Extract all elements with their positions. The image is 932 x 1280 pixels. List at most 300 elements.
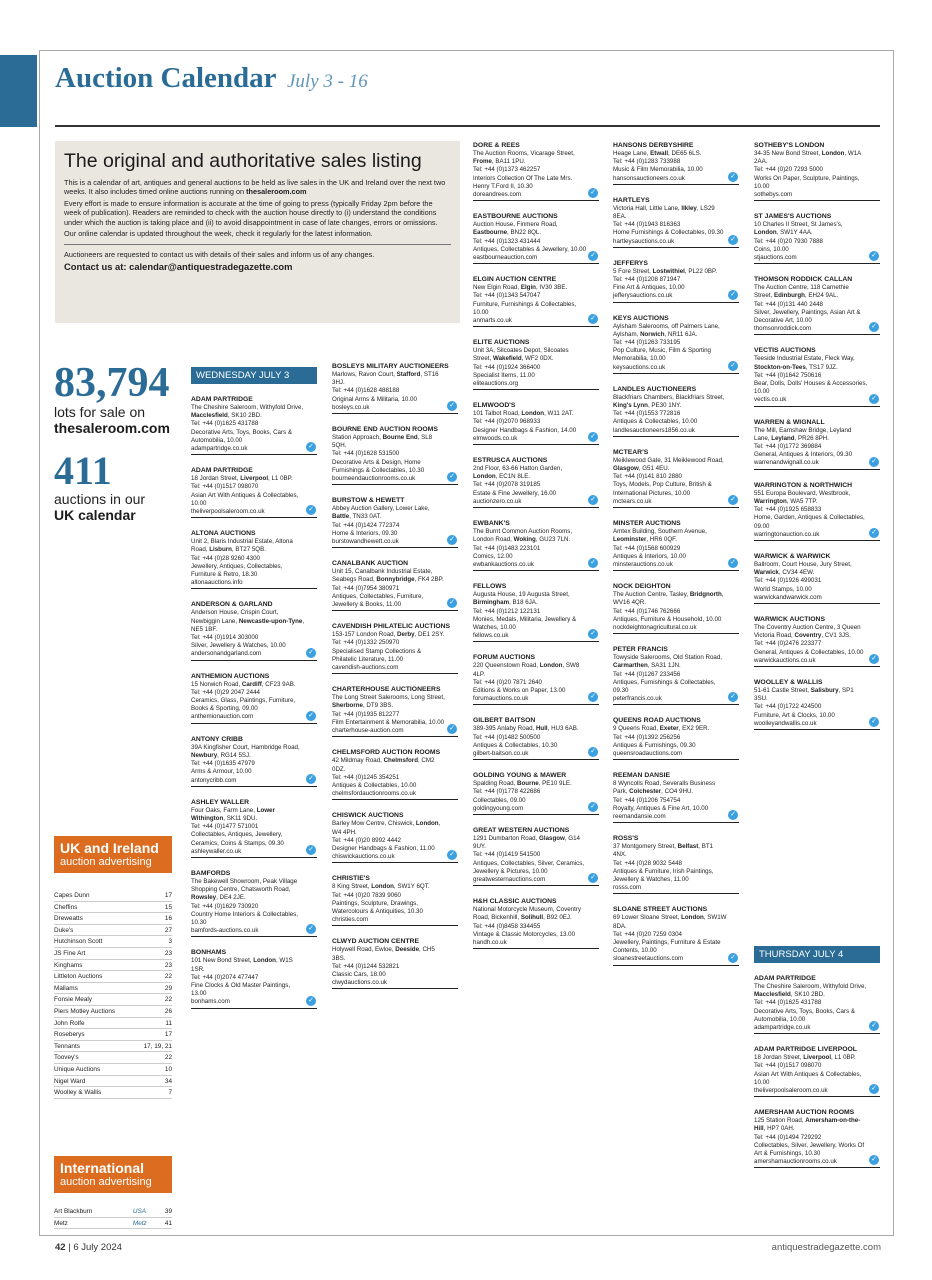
detail-text: Tel: +44 (0)8458 334455 [473, 922, 541, 930]
advertiser-page: 10 [164, 1065, 172, 1073]
detail-text: sothebys.com [754, 191, 793, 199]
auction-detail-line [754, 983, 868, 999]
auction-detail-line [191, 609, 305, 634]
detail-text: , RG14 5SJ. [217, 751, 251, 759]
auction-town: Chelmsford [383, 757, 418, 765]
auction-detail-line [191, 768, 305, 776]
auction-details [613, 394, 739, 435]
detail-text: goldingyoung.com [473, 804, 524, 812]
online-bidding-check-icon: ✓ [869, 717, 879, 727]
detail-text: Tel: +44 (0)1772 369884 [754, 443, 822, 451]
auction-website [473, 561, 587, 569]
advertiser-page: 23 [164, 961, 172, 969]
auction-website [613, 624, 727, 632]
auction-detail-line [613, 481, 727, 497]
auction-detail-line [473, 347, 587, 363]
auction-detail-line [754, 284, 868, 300]
detail-text: , CF23 9AB. [261, 680, 296, 688]
auction-website [754, 1158, 868, 1166]
advertiser-row [54, 971, 172, 983]
auction-website [613, 364, 727, 372]
auction-detail-line [613, 616, 727, 624]
auction-detail-line [613, 545, 727, 553]
auction-listing [473, 897, 599, 949]
auction-details [613, 725, 739, 758]
detail-text: Spalding Road, [473, 780, 518, 788]
detail-text: The Coventry Auction Centre, 3 Queen Victoria Road, [754, 623, 861, 640]
auction-detail-line [473, 175, 587, 191]
detail-text: fellows.co.uk [473, 632, 509, 640]
detail-text: auctionzero.co.uk [473, 497, 522, 505]
auction-detail-line [754, 301, 868, 309]
auction-detail-line [473, 364, 587, 372]
auction-details [473, 465, 599, 506]
detail-text: bosleys.co.uk [332, 403, 370, 411]
auction-detail-line [473, 725, 587, 733]
detail-text: Tel: +44 (0)1924 366400 [473, 363, 541, 371]
advertiser-name: Littleton Auctions [54, 973, 103, 981]
auction-website [473, 750, 587, 758]
auction-listing [613, 519, 739, 571]
online-bidding-check-icon: ✓ [869, 654, 879, 664]
auction-website [754, 191, 868, 199]
auction-website [332, 664, 446, 672]
auction-website [754, 657, 868, 665]
detail-text: 125 Station Road, [754, 1117, 806, 1125]
detail-text: Collectables, Silver, Jewellery, Works Of Art & Furnishings, 10.30 [754, 1141, 865, 1158]
auction-house-name: CHELMSFORD AUCTION ROOMS [332, 749, 441, 757]
auction-detail-line [613, 654, 727, 670]
auction-house-name: ADAM PARTRIDGE [191, 396, 253, 403]
detail-text: , CV1 3JS. [821, 632, 851, 640]
online-bidding-check-icon: ✓ [306, 442, 316, 452]
detail-text: bonhams.com [191, 998, 230, 1006]
auction-house-name: VECTIS AUCTIONS [754, 347, 816, 355]
auction-town: Lower Withington [191, 806, 275, 822]
auction-detail-line [613, 339, 727, 347]
auction-details [613, 150, 739, 183]
auction-detail-line [613, 229, 727, 237]
auction-detail-line [191, 807, 305, 823]
detail-text: , SA31 1JN. [647, 662, 681, 670]
auction-detail-line [613, 418, 727, 426]
footer-site: antiquestradegazette.com [771, 1242, 881, 1253]
detail-text: Tel: +44 (0)20 7930 7888 [754, 237, 823, 245]
detail-text: Asian Art With Antiques & Collectables, 10.00 [191, 491, 299, 507]
auction-website [473, 498, 587, 506]
auction-detail-line [754, 640, 868, 648]
detail-text: , WV16 4QR. [613, 591, 724, 607]
online-bidding-check-icon: ✓ [869, 1021, 879, 1031]
auction-house-name: FELLOWS [473, 583, 507, 591]
auction-website [473, 876, 587, 884]
detail-text: The Auction Centre, Tasley, [613, 591, 690, 599]
advertiser-page: 17 [164, 1031, 172, 1039]
detail-text: greatwesternauctions.com [473, 875, 546, 883]
auction-listing [473, 771, 599, 815]
detail-text: , SP1 3SU. [754, 686, 854, 703]
auction-listing [332, 748, 458, 800]
auctions-number: 411 [54, 448, 112, 493]
auction-details [754, 284, 880, 333]
auction-website [613, 695, 727, 703]
auction-website [613, 813, 727, 821]
detail-text: 8 Wyncolls Road, Severalls Business Park, [613, 780, 716, 796]
auction-listing [754, 418, 880, 470]
advertiser-name: Fonsie Mealy [54, 996, 93, 1004]
detail-text: adampartridge.co.uk [754, 1024, 811, 1032]
detail-text: Classic Cars, 18.00 [332, 970, 386, 978]
auction-house-name: ANTHEMION AUCTIONS [191, 672, 270, 680]
auction-house-name: GOLDING YOUNG & MAWER [473, 772, 567, 780]
advertiser-row [54, 994, 172, 1006]
advertiser-page: 27 [164, 926, 172, 934]
auction-listing [473, 338, 599, 390]
detail-text: chiswickauctions.co.uk [332, 853, 395, 861]
auction-listing [754, 481, 880, 541]
auction-details [473, 835, 599, 884]
auction-detail-line [332, 883, 446, 891]
auction-detail-line [473, 410, 587, 418]
auction-detail-line [332, 837, 446, 845]
online-bidding-check-icon: ✓ [869, 251, 879, 261]
detail-text: Furniture, Furnishings & Collectables, 10.00 [473, 300, 577, 316]
auction-detail-line [754, 514, 868, 530]
detail-text: , SW1Y 4AA. [776, 229, 813, 237]
auction-detail-line [473, 292, 587, 300]
auction-detail-line [332, 631, 446, 639]
detail-text: Jewellery, Antiques, Collectables, Furniture & Retro, 18.30 [191, 562, 283, 579]
masthead [55, 62, 368, 102]
auction-town: Cardiff [241, 680, 262, 688]
auction-details [754, 1054, 880, 1095]
auction-listing [613, 259, 739, 303]
auction-detail-line [754, 490, 868, 506]
auction-town: Leominster [613, 536, 647, 544]
auction-detail-line [754, 1117, 868, 1133]
auction-town: Woking [513, 536, 536, 544]
auction-house-name: ELMWOOD'S [473, 402, 516, 410]
auction-details [473, 662, 599, 703]
detail-text: Tel: +44 (0)1625 431788 [754, 999, 822, 1007]
detail-text: Fine Art & Antiques, 10.00 [613, 284, 685, 292]
auction-detail-line [332, 892, 446, 900]
advertiser-name: JS Fine Art [54, 949, 86, 957]
auction-website [613, 175, 727, 183]
detail-text: , HP7 0AH. [763, 1125, 795, 1133]
auction-house-name: QUEENS ROAD AUCTIONS [613, 717, 701, 725]
online-bidding-check-icon: ✓ [728, 361, 738, 371]
detail-text: Tel: +44 (0)1926 499031 [754, 577, 822, 585]
detail-text: , L1 0BP. [268, 475, 293, 483]
detail-text: Abbey Auction Gallery, Lower Lake, [332, 505, 430, 513]
online-bidding-check-icon: ✓ [306, 924, 316, 934]
online-bidding-check-icon: ✓ [447, 472, 457, 482]
auction-detail-line [332, 530, 446, 538]
detail-text: Tel: +44 (0)1943 816363 [613, 221, 681, 229]
auction-house-name: DORE & REES [473, 142, 520, 149]
auction-website [613, 238, 727, 246]
auction-detail-line [191, 689, 305, 697]
detail-text: World Stamps, 10.00 [754, 585, 812, 593]
auction-website [473, 695, 587, 703]
detail-text: , WA5 7TP. [786, 497, 818, 505]
advertiser-row [54, 948, 172, 960]
detail-text: Editions & Works on Paper, 13.00 [473, 686, 566, 694]
online-bidding-check-icon: ✓ [728, 558, 738, 568]
auction-detail-line [613, 410, 727, 418]
auction-details [191, 681, 317, 722]
advertiser-page: 17 [164, 892, 172, 899]
auction-town: Hull [535, 725, 548, 733]
auction-detail-line [191, 744, 305, 760]
detail-text: Fine Clocks & Old Master Paintings, 13.00 [191, 981, 291, 998]
auction-website [332, 404, 446, 412]
online-bidding-check-icon: ✓ [728, 495, 738, 505]
auction-website [332, 979, 446, 987]
auction-details [332, 883, 458, 924]
auction-details [613, 528, 739, 569]
auction-detail-line [191, 420, 305, 428]
advertiser-row [54, 936, 172, 948]
detail-text: Antiques, Collectables, Silver, Ceramics, Jewellery & Pictures, 10.00 [473, 859, 585, 875]
detail-text: , NR11 6JA. [664, 330, 698, 338]
online-bidding-check-icon: ✓ [588, 495, 598, 505]
auction-detail-line [191, 404, 305, 420]
auction-detail-line [332, 459, 446, 475]
auction-town: Edinburgh [773, 292, 805, 300]
lots-stat [54, 362, 179, 436]
detail-text: Tel: +44 (0)1323 431444 [473, 237, 541, 245]
detail-text: Tel: +44 (0)1935 812277 [332, 710, 400, 718]
detail-text: New Elgin Road, [473, 284, 521, 292]
auction-listing [191, 735, 317, 787]
detail-text: Tel: +44 (0)1206 754754 [613, 796, 681, 804]
auction-listing [754, 974, 880, 1034]
auction-details [754, 687, 880, 728]
auction-details [473, 725, 599, 758]
auction-detail-line [613, 528, 727, 544]
detail-text: Unit 15, Canalbank Industrial Estate, Seabegs Road, [332, 568, 433, 584]
auction-detail-line [473, 797, 587, 805]
listing-column-3 [473, 141, 599, 949]
auction-detail-line [332, 694, 446, 710]
auction-detail-line [332, 434, 446, 450]
auction-detail-line [332, 387, 446, 395]
detail-text: , ST16 3HJ. [332, 371, 439, 387]
detail-text: Paintings, Sculpture, Drawings, Watercolours & Antiquities, 10.30 [332, 899, 423, 915]
auction-town: Bourne [517, 780, 539, 788]
auction-listing [754, 615, 880, 667]
detail-text: Tel: +44 (0)1722 424500 [754, 703, 822, 711]
advertiser-page: 22 [164, 996, 172, 1004]
auction-details [191, 957, 317, 1006]
lots-line-2: thesaleroom.com [54, 420, 170, 436]
auction-detail-line [473, 788, 587, 796]
auction-detail-line [754, 561, 868, 577]
auction-website [754, 459, 868, 467]
detail-text: , CH5 3BS. [332, 946, 435, 962]
auction-detail-line [473, 851, 587, 859]
auction-detail-line [613, 679, 727, 695]
auction-house-name: REEMAN DANSIE [613, 772, 671, 780]
auction-detail-line [473, 860, 587, 876]
auction-town: Bourne End [382, 434, 418, 442]
auction-detail-line [754, 309, 868, 325]
auction-detail-line [754, 577, 868, 585]
advertiser-page: 15 [164, 903, 172, 911]
advertiser-page: 29 [164, 984, 172, 992]
auction-website [473, 805, 587, 813]
detail-text: , EC1N 8LE. [495, 473, 531, 481]
online-bidding-check-icon: ✓ [588, 629, 598, 639]
auction-details [473, 347, 599, 388]
detail-text: Tel: +44 (0)1625 431788 [191, 420, 259, 428]
detail-text: , CV34 4EW. [778, 569, 815, 577]
advertiser-name: Tennants [54, 1042, 80, 1050]
auction-website [613, 561, 727, 569]
auction-detail-line [191, 429, 305, 445]
auction-listing [613, 716, 739, 760]
advertiser-name: Dreweatts [54, 915, 83, 923]
detail-text: Tel: +44 (0)1914 303000 [191, 634, 259, 642]
auction-details [754, 983, 880, 1032]
auction-town: Sherborne [332, 702, 363, 710]
day-header-wednesday: WEDNESDAY JULY 3 [191, 367, 317, 384]
auction-detail-line [754, 999, 868, 1007]
detail-text: , SK10 2BD. [227, 412, 262, 420]
detail-text: Music & Film Memorabilia, 10.00 [613, 166, 703, 174]
auction-website [754, 720, 868, 728]
auction-details [473, 528, 599, 569]
auction-house-name: ELGIN AUCTION CENTRE [473, 276, 557, 284]
advertiser-name: Toovey's [54, 1054, 79, 1062]
detail-text: Tel: +44 (0)1642 750616 [754, 371, 822, 379]
detail-text: Works On Paper, Sculpture, Paintings, 10.00 [754, 174, 860, 190]
detail-text: rosss.com [613, 884, 642, 892]
detail-text: reemandansie.com [613, 812, 666, 820]
auction-town: Frome [473, 158, 492, 166]
auction-house-name: CANALBANK AUCTION [332, 560, 409, 568]
intro-paragraph-1 [64, 178, 451, 197]
advertiser-page: 34 [164, 1077, 172, 1085]
auction-details [191, 404, 317, 453]
auction-listing [191, 600, 317, 660]
auction-town: Derby [397, 631, 415, 639]
auction-detail-line [473, 662, 587, 678]
auction-town: Glasgow [539, 834, 565, 842]
auction-listing [613, 385, 739, 437]
detail-text: Auction House, Finmere Road, [473, 221, 558, 229]
auction-detail-line [613, 797, 727, 805]
detail-text: christies.com [332, 916, 369, 924]
auction-detail-line [754, 355, 868, 371]
detail-text: , CM2 0DZ. [332, 757, 435, 773]
auction-details [332, 505, 458, 546]
auction-detail-line [473, 427, 587, 435]
auction-detail-line [332, 963, 446, 971]
auction-listing [754, 275, 880, 335]
detail-text: 69 Lower Sloane Street, [613, 914, 682, 922]
auction-detail-line [613, 914, 727, 930]
detail-text: altonaauctions.info [191, 579, 243, 587]
detail-text: ewbankauctions.co.uk [473, 560, 534, 568]
auction-town: Liverpool [240, 475, 269, 483]
auctions-stat [54, 448, 179, 523]
listing-column-4 [613, 141, 739, 966]
auction-detail-line [473, 246, 587, 254]
auction-detail-line [191, 974, 305, 982]
auction-detail-line [613, 671, 727, 679]
detail-text: clwydauctions.co.uk [332, 979, 388, 987]
auction-website [332, 593, 446, 609]
auction-house-name: SLOANE STREET AUCTIONS [613, 906, 708, 914]
auction-detail-line [473, 608, 587, 616]
auction-town: Eastbourne [473, 229, 508, 237]
auction-town: London [473, 473, 496, 481]
detail-text: Estate & Fine Jewellery, 16.00 [473, 489, 557, 497]
auction-details [754, 624, 880, 665]
auction-details [332, 757, 458, 798]
online-bidding-check-icon: ✓ [728, 172, 738, 182]
auction-detail-line [473, 301, 587, 317]
auction-detail-line [191, 555, 305, 563]
online-bidding-check-icon: ✓ [306, 648, 316, 658]
auction-website [473, 435, 587, 443]
auction-listing [754, 552, 880, 604]
auction-detail-line [613, 553, 727, 561]
auction-listing [613, 645, 739, 705]
auction-detail-line [332, 782, 446, 790]
detail-text: , B92 0EJ. [543, 914, 572, 922]
auction-detail-line [754, 451, 868, 459]
detail-text: Meiklewood Gate, 31 Meiklewood Road, [613, 456, 724, 464]
auction-town: Elgin [520, 284, 536, 292]
auction-detail-line [332, 774, 446, 782]
auction-detail-line [754, 703, 868, 711]
auction-detail-line [754, 166, 868, 174]
auction-website [191, 713, 305, 721]
detail-text: Specialised Stamp Collections & Philatelic Literature, 11.00 [332, 647, 422, 663]
auction-town: London [754, 229, 777, 237]
auction-detail-line [473, 481, 587, 489]
detail-text: , WF2 0DX. [521, 355, 554, 363]
intl-advertising-title: International [60, 1160, 145, 1176]
detail-text: , G14 9UY. [473, 834, 580, 851]
detail-text: Tel: +44 (0)2070 968933 [473, 418, 541, 426]
detail-text: , NE5 1BF. [191, 617, 305, 633]
detail-text: , SL8 5QH. [332, 434, 433, 450]
auction-town: London [539, 662, 563, 670]
uk-advertising-title: UK and Ireland [60, 840, 159, 856]
auction-listing [191, 466, 317, 518]
online-bidding-check-icon: ✓ [306, 845, 316, 855]
detail-text: Tel: +44 (0)1628 488188 [332, 387, 400, 395]
online-bidding-check-icon: ✓ [869, 394, 879, 404]
detail-text: Film Entertainment & Memorabilia, 10.00 [332, 718, 445, 726]
auction-website [332, 790, 446, 798]
auction-website [191, 508, 305, 516]
auction-detail-line [613, 473, 727, 481]
auction-detail-line [613, 158, 727, 166]
uk-advertiser-list [54, 890, 172, 1099]
auction-town: Deeside [395, 946, 420, 954]
detail-text: Coins, 10.00 [754, 245, 789, 253]
detail-text: Tel: +44 (0)7954 380971 [332, 584, 400, 592]
auction-website [613, 427, 727, 435]
advertiser-row [54, 925, 172, 937]
advertiser-row [54, 1076, 172, 1088]
